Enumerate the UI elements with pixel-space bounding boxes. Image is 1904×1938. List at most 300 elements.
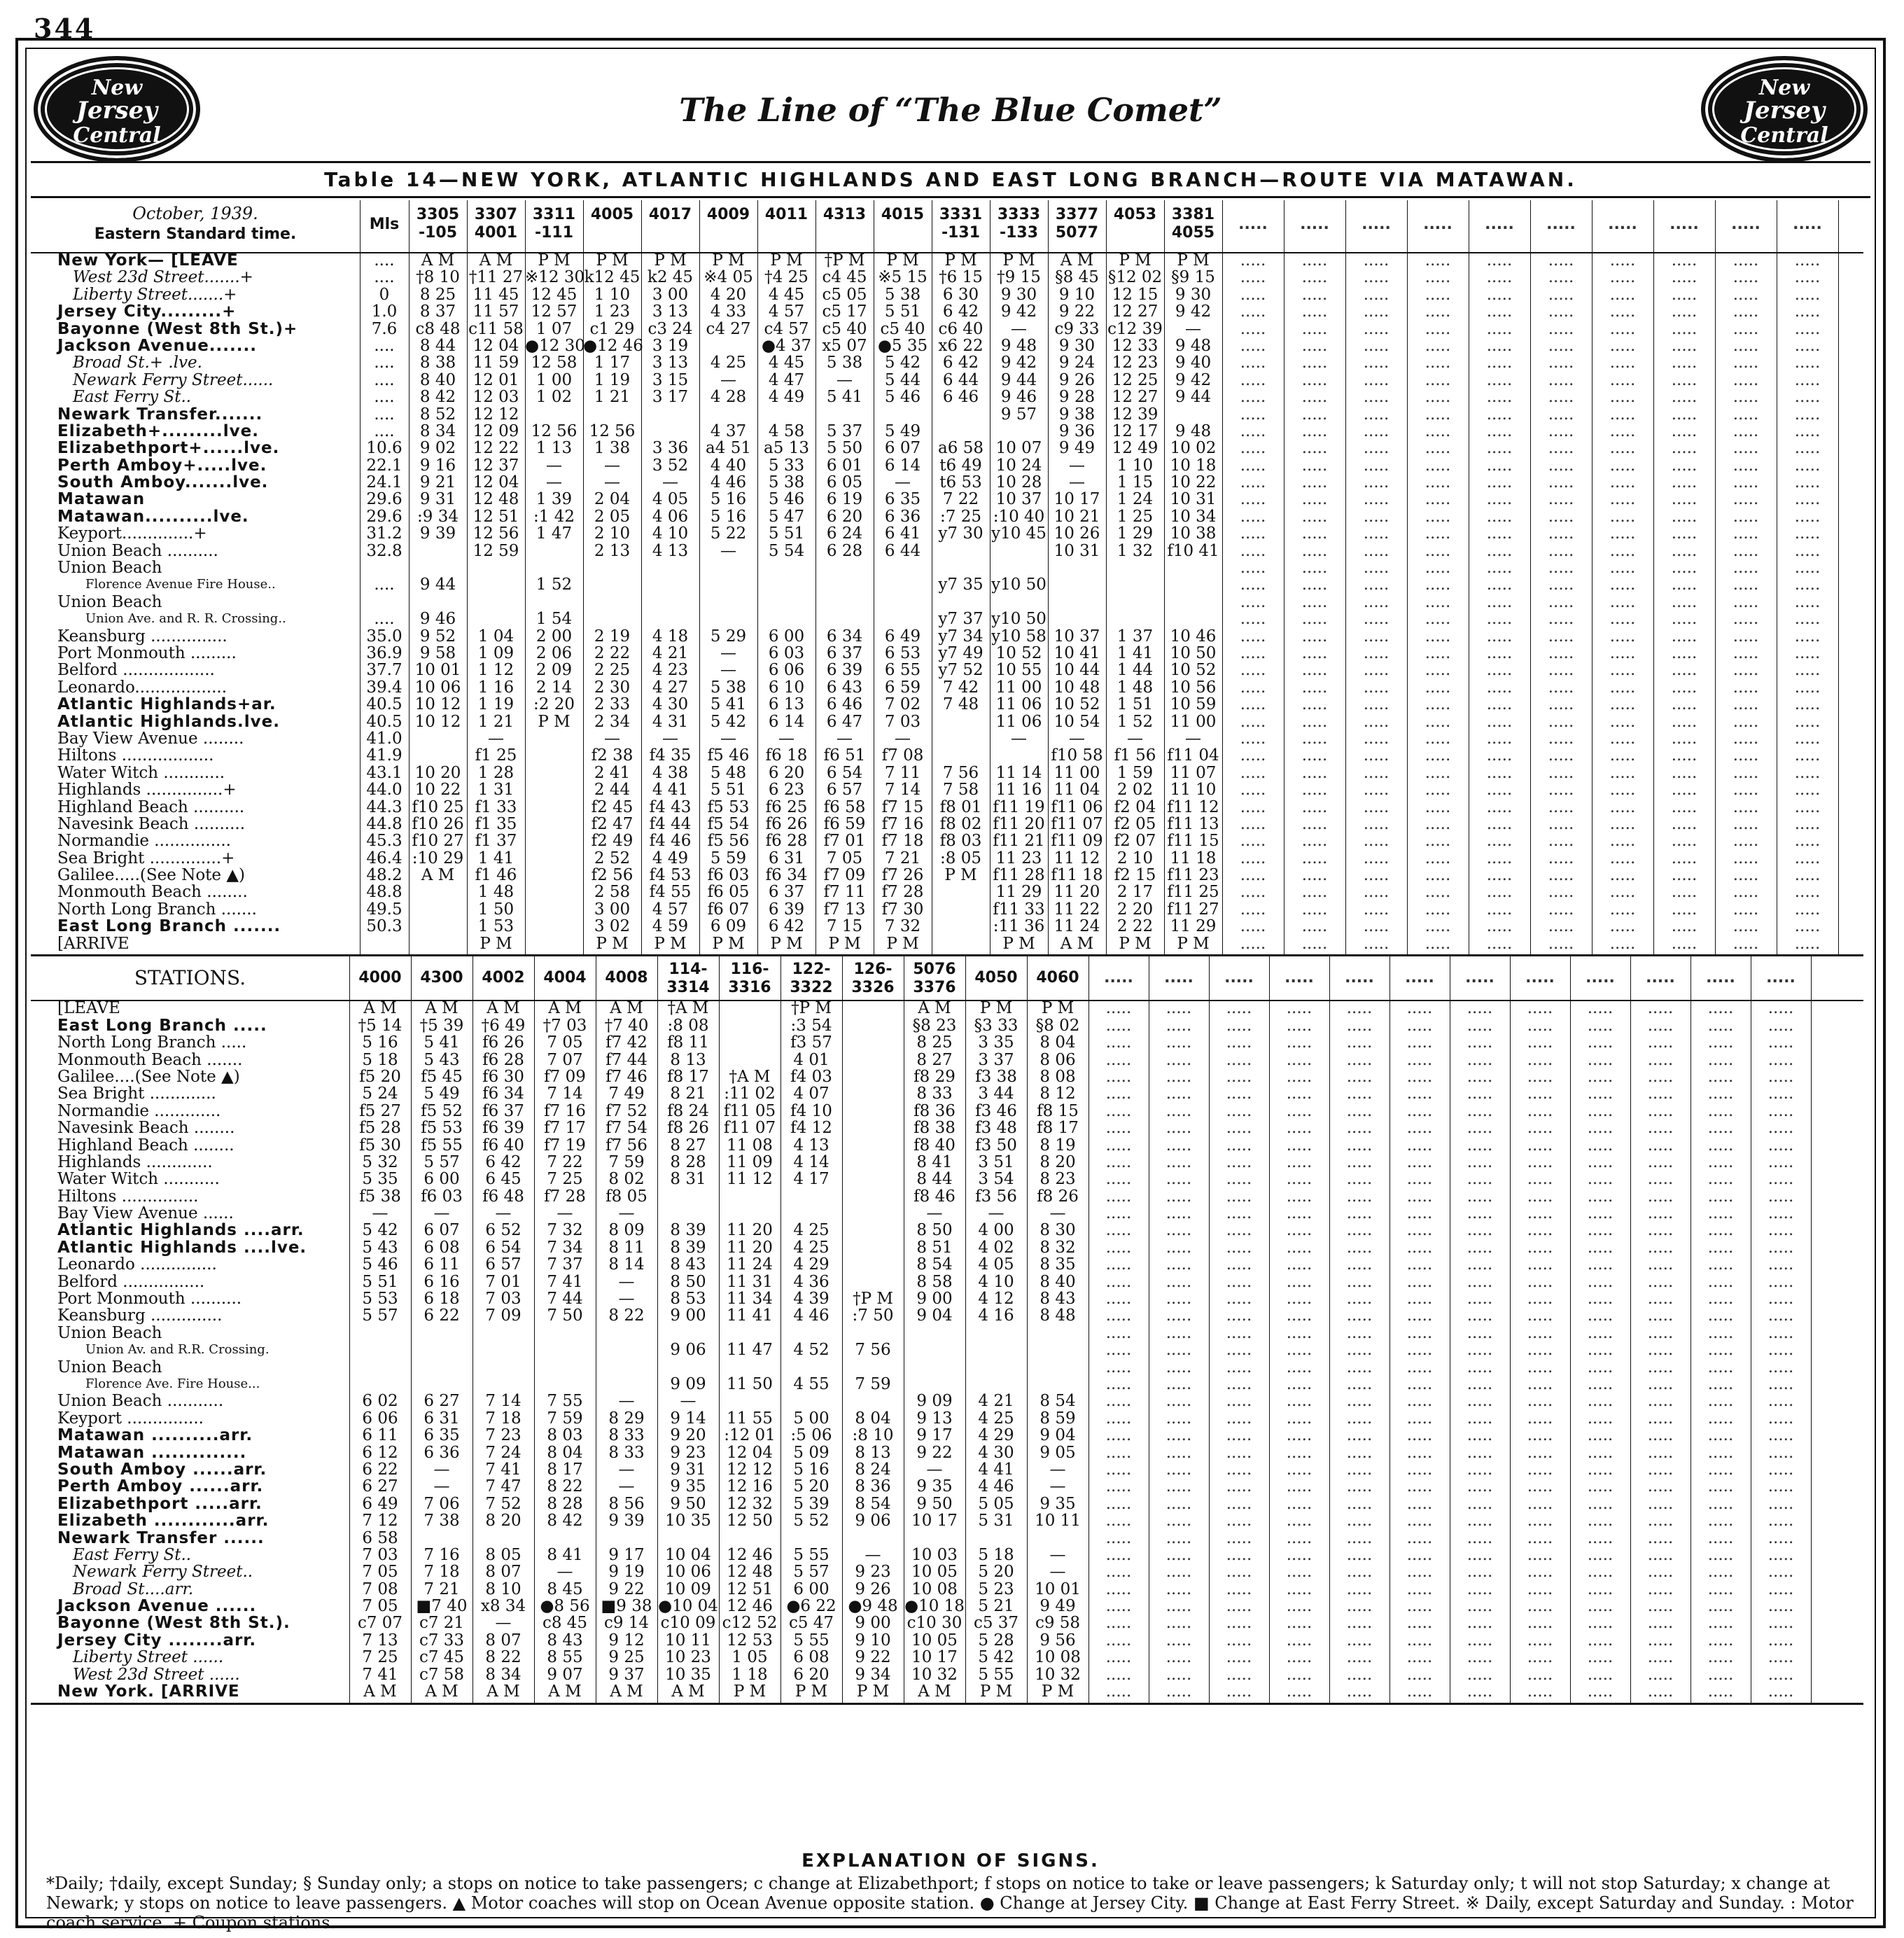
time-cell: 10 01 xyxy=(1035,1580,1081,1598)
time-cell: A M xyxy=(918,999,951,1018)
empty-cell: ..... xyxy=(1486,268,1513,287)
time-cell: 8 25 xyxy=(419,285,456,304)
time-cell: 12 51 xyxy=(727,1580,773,1598)
time-cell: 9 16 xyxy=(419,456,456,475)
time-cell: †5 39 xyxy=(419,1016,464,1035)
empty-cell: ..... xyxy=(1527,1238,1553,1257)
time-cell: 4 41 xyxy=(978,1460,1014,1479)
time-cell: 7 16 xyxy=(424,1545,460,1564)
time-cell: 5 50 xyxy=(826,439,863,458)
station-name: Elizabethport+......lve. xyxy=(57,439,280,458)
empty-cell: ..... xyxy=(1105,1136,1132,1155)
time-cell: 3 17 xyxy=(652,388,689,407)
empty-cell: ..... xyxy=(1466,1306,1493,1325)
train-number-header: 3307 4001 xyxy=(474,206,518,242)
station-name: Florence Avenue Fire House.. xyxy=(85,577,276,592)
empty-cell: ..... xyxy=(1794,268,1821,287)
time-cell: ●8 56 xyxy=(540,1597,590,1616)
time-cell: 7 14 xyxy=(547,1085,583,1103)
empty-cell: ..... xyxy=(1707,1085,1734,1103)
time-cell: f2 47 xyxy=(591,814,634,833)
empty-cell: ..... xyxy=(1647,1341,1674,1360)
time-cell: 4 25 xyxy=(793,1221,830,1240)
station-name: Navesink Beach .......... xyxy=(57,814,246,833)
empty-cell: ..... xyxy=(1424,507,1451,526)
empty-cell: ..... xyxy=(1486,251,1513,270)
empty-cell: ..... xyxy=(1166,1563,1192,1582)
station-name: Port Monmouth .......... xyxy=(57,1290,242,1309)
station-name: East Long Branch ..... xyxy=(57,1016,267,1035)
empty-cell: ..... xyxy=(1587,1119,1614,1138)
empty-cell: ..... xyxy=(1105,1290,1132,1309)
stations-header: STATIONS. xyxy=(134,966,246,990)
empty-cell: ..... xyxy=(1226,1323,1252,1342)
empty-cell: ..... xyxy=(1363,712,1390,731)
time-cell: 1 15 xyxy=(1116,473,1154,492)
station-name: New York— [LEAVE xyxy=(57,251,239,270)
empty-cell: ..... xyxy=(1486,507,1513,526)
empty-column-header: ..... xyxy=(1485,216,1514,233)
time-cell: f3 38 xyxy=(975,1067,1017,1086)
empty-cell: ..... xyxy=(1732,405,1759,424)
empty-cell: ..... xyxy=(1707,1665,1734,1684)
column-rule xyxy=(965,956,966,1704)
empty-cell: ..... xyxy=(1406,1426,1433,1445)
empty-cell: ..... xyxy=(1647,1033,1674,1052)
time-cell: 11 22 xyxy=(1054,900,1100,919)
empty-cell: ..... xyxy=(1768,1016,1794,1035)
time-cell: — xyxy=(1049,1563,1066,1582)
empty-cell: ..... xyxy=(1527,1614,1553,1633)
station-name: North Long Branch ..... xyxy=(57,1033,247,1052)
time-cell: 7 18 xyxy=(424,1563,460,1582)
empty-cell: ..... xyxy=(1301,883,1328,902)
empty-cell: ..... xyxy=(1768,1682,1794,1701)
time-cell: f8 29 xyxy=(913,1067,955,1086)
schedule-row xyxy=(31,1171,1863,1187)
time-cell: 6 12 xyxy=(362,1443,398,1462)
time-cell: 4 18 xyxy=(652,627,689,646)
empty-cell: ..... xyxy=(1286,1580,1312,1598)
empty-cell: ..... xyxy=(1671,319,1698,338)
empty-cell: ..... xyxy=(1466,1341,1493,1360)
station-name: Sea Bright ............. xyxy=(57,1085,216,1103)
time-cell: 10 32 xyxy=(1035,1665,1081,1684)
empty-cell: ..... xyxy=(1424,490,1451,509)
time-cell: P M xyxy=(654,934,687,953)
empty-cell: ..... xyxy=(1548,541,1574,560)
empty-cell: ..... xyxy=(1166,1528,1192,1547)
empty-cell: ..... xyxy=(1363,456,1390,475)
empty-cell: ..... xyxy=(1609,746,1636,765)
empty-cell: ..... xyxy=(1794,541,1821,560)
time-cell: f3 57 xyxy=(790,1033,832,1052)
empty-cell: ..... xyxy=(1548,370,1574,389)
time-cell: f11 28 xyxy=(993,866,1045,885)
time-cell: 5 51 xyxy=(884,302,921,321)
empty-cell: ..... xyxy=(1548,336,1574,355)
time-cell: 4 30 xyxy=(652,695,689,714)
empty-cell: ..... xyxy=(1707,1204,1734,1223)
empty-cell: ..... xyxy=(1363,507,1390,526)
empty-cell: ..... xyxy=(1466,1597,1493,1616)
empty-cell: ..... xyxy=(1363,439,1390,458)
empty-cell: ..... xyxy=(1732,661,1759,680)
empty-cell: ..... xyxy=(1707,1187,1734,1206)
page-number: 344 xyxy=(34,13,96,44)
time-cell: 8 45 xyxy=(547,1580,583,1598)
empty-cell: ..... xyxy=(1486,661,1513,680)
time-cell: †6 49 xyxy=(481,1016,526,1035)
empty-cell: ..... xyxy=(1609,678,1636,697)
empty-cell: ..... xyxy=(1424,319,1451,338)
empty-cell: ..... xyxy=(1424,729,1451,748)
empty-cell: ..... xyxy=(1647,999,1674,1018)
empty-cell: ..... xyxy=(1406,1272,1433,1291)
time-cell: ※4 05 xyxy=(704,268,753,287)
empty-cell: ..... xyxy=(1587,1392,1614,1411)
empty-cell: ..... xyxy=(1301,319,1328,338)
time-cell: — xyxy=(926,1460,943,1479)
empty-cell: ..... xyxy=(1794,695,1821,714)
time-cell: 5 32 xyxy=(362,1152,398,1171)
column-rule xyxy=(780,956,781,1704)
schedule-row xyxy=(31,901,1863,918)
empty-cell: ..... xyxy=(1671,729,1698,748)
empty-cell: ..... xyxy=(1166,1341,1192,1360)
empty-cell: ..... xyxy=(1486,627,1513,646)
empty-cell: ..... xyxy=(1587,1545,1614,1564)
empty-cell: ..... xyxy=(1671,678,1698,697)
time-cell: 6 39 xyxy=(768,900,805,919)
time-cell: 9 31 xyxy=(670,1460,706,1479)
empty-cell: ..... xyxy=(1732,934,1759,953)
time-cell: 4 27 xyxy=(652,678,689,697)
time-cell: 5 24 xyxy=(362,1085,398,1103)
column-rule xyxy=(534,956,535,1704)
schedule-row xyxy=(31,1666,1863,1683)
schedule-row xyxy=(31,252,1863,269)
time-cell: 7 15 xyxy=(826,917,863,936)
column-rule xyxy=(1530,200,1531,956)
time-cell: 7 47 xyxy=(485,1477,522,1496)
time-cell: f8 01 xyxy=(939,797,982,816)
time-cell: 6 30 xyxy=(942,285,979,304)
time-cell: — xyxy=(604,456,620,475)
time-cell: A M xyxy=(486,999,520,1018)
empty-cell: ..... xyxy=(1406,1460,1433,1479)
empty-cell: ..... xyxy=(1609,319,1636,338)
column-rule xyxy=(1630,956,1631,1704)
time-cell: P M xyxy=(479,934,512,953)
empty-cell: ..... xyxy=(1226,1545,1252,1564)
time-cell: 5 43 xyxy=(362,1238,398,1257)
time-cell: ※12 30 xyxy=(525,268,585,287)
timezone-label: Eastern Standard time. xyxy=(94,225,297,243)
train-number-header: 114- 3314 xyxy=(666,961,710,997)
empty-cell: ..... xyxy=(1768,1597,1794,1616)
empty-cell: ..... xyxy=(1286,1443,1312,1462)
empty-cell: ..... xyxy=(1671,814,1698,833)
schedule-row xyxy=(31,1478,1863,1495)
empty-cell: ..... xyxy=(1732,336,1759,355)
time-cell: c7 21 xyxy=(419,1614,465,1633)
empty-cell: ..... xyxy=(1768,1170,1794,1189)
time-cell: P M xyxy=(1119,251,1152,270)
empty-cell: ..... xyxy=(1707,1101,1734,1120)
train-number-header: 122- 3322 xyxy=(790,961,833,997)
page-title: The Line of “The Blue Comet” xyxy=(679,91,1222,129)
time-cell: 6 43 xyxy=(826,678,863,697)
empty-cell: ..... xyxy=(1794,610,1821,629)
time-cell: 8 05 xyxy=(485,1545,522,1564)
empty-cell: ..... xyxy=(1707,1409,1734,1428)
empty-cell: ..... xyxy=(1671,251,1698,270)
time-cell: 2 30 xyxy=(594,678,631,697)
empty-cell: ..... xyxy=(1671,285,1698,304)
empty-cell: ..... xyxy=(1486,456,1513,475)
time-cell: f5 38 xyxy=(359,1187,401,1206)
empty-cell: ..... xyxy=(1732,524,1759,543)
time-cell: 5 42 xyxy=(884,354,921,372)
time-cell: 9 19 xyxy=(608,1563,645,1582)
empty-cell: ..... xyxy=(1527,1631,1553,1650)
time-cell: f4 46 xyxy=(649,832,692,851)
empty-cell: ..... xyxy=(1548,934,1574,953)
time-cell: 4 25 xyxy=(710,354,747,372)
empty-cell: ..... xyxy=(1647,1426,1674,1445)
time-cell: 6 31 xyxy=(768,849,805,867)
time-cell: 6 57 xyxy=(485,1255,522,1274)
time-cell: c4 45 xyxy=(822,268,867,287)
empty-cell: ..... xyxy=(1548,695,1574,714)
time-cell: 11 45 xyxy=(472,285,519,304)
empty-cell: ..... xyxy=(1671,268,1698,287)
empty-cell: ..... xyxy=(1794,524,1821,543)
time-cell: f11 15 xyxy=(1167,832,1219,851)
empty-cell: ..... xyxy=(1424,610,1451,629)
time-cell: 9 39 xyxy=(419,524,456,543)
time-cell: 7 34 xyxy=(547,1238,583,1257)
schedule-row xyxy=(31,1325,1863,1341)
schedule-row xyxy=(31,867,1863,884)
time-cell: 9 46 xyxy=(1000,388,1037,407)
time-cell: 3 13 xyxy=(652,302,689,321)
schedule-row xyxy=(31,1341,1863,1358)
time-cell: 5 18 xyxy=(978,1545,1014,1564)
time-cell: 5 38 xyxy=(710,678,747,697)
time-cell: f1 37 xyxy=(475,832,517,851)
empty-cell: ..... xyxy=(1226,1477,1252,1496)
empty-cell: ..... xyxy=(1286,1187,1312,1206)
station-name: Keansburg ............... xyxy=(57,627,227,646)
time-cell: 10 08 xyxy=(911,1580,958,1598)
time-cell: 4 17 xyxy=(793,1170,830,1189)
column-rule xyxy=(1838,200,1839,956)
time-cell: f7 15 xyxy=(881,797,924,816)
empty-cell: ..... xyxy=(1707,1221,1734,1240)
empty-cell: ..... xyxy=(1647,1580,1674,1598)
empty-cell: ..... xyxy=(1240,643,1266,662)
time-cell: f7 42 xyxy=(606,1033,648,1052)
empty-cell: ..... xyxy=(1671,781,1698,800)
empty-cell: ..... xyxy=(1301,541,1328,560)
time-cell: — xyxy=(372,1204,388,1223)
time-cell: 7 50 xyxy=(547,1306,583,1325)
time-cell: 1 44 xyxy=(1116,661,1154,680)
empty-cell: ..... xyxy=(1226,1563,1252,1582)
schedule-row xyxy=(31,508,1863,525)
time-cell: 9 22 xyxy=(608,1580,645,1598)
schedule-row xyxy=(31,1427,1863,1444)
time-cell: 8 11 xyxy=(608,1238,645,1257)
time-cell: P M xyxy=(1177,934,1210,953)
time-cell: 9 00 xyxy=(916,1290,953,1309)
empty-cell: ..... xyxy=(1286,1204,1312,1223)
station-name: [LEAVE xyxy=(57,999,120,1018)
empty-cell: ..... xyxy=(1707,1460,1734,1479)
empty-cell: ..... xyxy=(1406,1477,1433,1496)
time-cell: 5 35 xyxy=(362,1170,398,1189)
empty-cell: ..... xyxy=(1486,388,1513,407)
time-cell: 10 52 xyxy=(995,643,1042,662)
empty-cell: ..... xyxy=(1406,1067,1433,1086)
time-cell: A M xyxy=(421,866,455,885)
time-cell: 7 05 xyxy=(826,849,863,867)
time-cell: 2 22 xyxy=(594,643,631,662)
time-cell: P M xyxy=(1177,251,1210,270)
time-cell: 12 48 xyxy=(727,1563,773,1582)
time-cell: 12 32 xyxy=(727,1494,773,1513)
schedule-row xyxy=(31,1461,1863,1478)
empty-cell: ..... xyxy=(1647,1443,1674,1462)
empty-cell: ..... xyxy=(1486,421,1513,440)
empty-cell: ..... xyxy=(1609,559,1636,578)
empty-cell: ..... xyxy=(1226,1426,1252,1445)
empty-cell: ..... xyxy=(1609,302,1636,321)
time-cell: f7 17 xyxy=(544,1119,586,1138)
empty-cell: ..... xyxy=(1363,592,1390,611)
schedule-row xyxy=(31,269,1863,286)
time-cell: 10 38 xyxy=(1170,524,1217,543)
time-cell: 11 09 xyxy=(727,1152,773,1171)
empty-cell: ..... xyxy=(1671,592,1698,611)
time-cell: 5 44 xyxy=(884,370,921,389)
station-name: Atlantic Highlands+ar. xyxy=(57,695,276,714)
empty-cell: ..... xyxy=(1647,1272,1674,1291)
time-cell: 5 29 xyxy=(710,627,747,646)
time-cell: 5 46 xyxy=(884,388,921,407)
schedule-row xyxy=(31,1017,1863,1034)
empty-column-header: ..... xyxy=(1525,969,1555,987)
time-cell: 2 05 xyxy=(594,507,631,526)
empty-cell: ..... xyxy=(1466,1614,1493,1633)
column-rule xyxy=(1653,200,1654,956)
time-cell: 5 55 xyxy=(793,1545,830,1564)
empty-cell: ..... xyxy=(1424,900,1451,919)
time-cell: 7 14 xyxy=(884,781,921,800)
empty-column-header: ..... xyxy=(1465,969,1494,987)
empty-cell: ..... xyxy=(1609,610,1636,629)
empty-cell: ..... xyxy=(1240,695,1266,714)
time-cell: f5 20 xyxy=(359,1067,401,1086)
empty-cell: ..... xyxy=(1732,643,1759,662)
empty-cell: ..... xyxy=(1609,592,1636,611)
empty-cell: ..... xyxy=(1226,999,1252,1018)
column-rule xyxy=(842,956,843,1704)
time-cell: 4 25 xyxy=(793,1238,830,1257)
time-cell: 8 48 xyxy=(1040,1306,1076,1325)
column-rule xyxy=(472,956,473,1704)
time-cell: 1 00 xyxy=(536,370,573,389)
empty-cell: ..... xyxy=(1768,1085,1794,1103)
time-cell: 8 51 xyxy=(916,1238,953,1257)
empty-cell: ..... xyxy=(1794,251,1821,270)
empty-cell: ..... xyxy=(1286,999,1312,1018)
time-cell: — xyxy=(662,729,678,748)
empty-cell: ..... xyxy=(1732,712,1759,731)
empty-cell: ..... xyxy=(1768,1374,1794,1393)
time-cell: 1 48 xyxy=(477,883,514,902)
time-cell: 3 19 xyxy=(652,336,689,355)
empty-cell: ..... xyxy=(1346,1443,1373,1462)
time-cell: 5 42 xyxy=(710,712,747,731)
station-name: East Long Branch ....... xyxy=(57,917,281,936)
schedule-row xyxy=(31,1563,1863,1580)
time-cell: 4 10 xyxy=(978,1272,1014,1291)
empty-cell: ..... xyxy=(1527,1016,1553,1035)
empty-cell: ..... xyxy=(1406,1238,1433,1257)
time-cell: 9 30 xyxy=(1058,336,1096,355)
mileage: 24.1 xyxy=(366,473,402,492)
empty-cell: ..... xyxy=(1707,1443,1734,1462)
time-cell: f10 27 xyxy=(412,832,464,851)
time-cell: 4 23 xyxy=(652,661,689,680)
station-name: East Ferry St.. xyxy=(73,1545,192,1564)
empty-cell: ..... xyxy=(1286,1033,1312,1052)
time-cell: 6 54 xyxy=(485,1238,522,1257)
empty-cell: ..... xyxy=(1671,576,1698,594)
column-rule xyxy=(1164,200,1165,956)
empty-cell: ..... xyxy=(1548,643,1574,662)
time-cell: f8 03 xyxy=(939,832,982,851)
time-cell: 1 07 xyxy=(536,319,573,338)
empty-cell: ..... xyxy=(1301,797,1328,816)
time-cell: 9 42 xyxy=(1000,302,1037,321)
time-cell: 9 36 xyxy=(1058,421,1096,440)
station-name: Highlands ...............+ xyxy=(57,781,237,800)
empty-cell: ..... xyxy=(1424,370,1451,389)
time-cell: 11 34 xyxy=(727,1290,773,1309)
time-cell: c11 58 xyxy=(468,319,524,338)
empty-cell: ..... xyxy=(1647,1648,1674,1667)
empty-cell: ..... xyxy=(1609,370,1636,389)
empty-cell: ..... xyxy=(1105,1426,1132,1445)
empty-cell: ..... xyxy=(1548,661,1574,680)
empty-cell: ..... xyxy=(1587,1563,1614,1582)
empty-cell: ..... xyxy=(1587,1085,1614,1103)
time-cell: 6 07 xyxy=(884,439,921,458)
time-cell: 1 39 xyxy=(536,490,573,509)
time-cell: P M xyxy=(596,934,629,953)
empty-cell: ..... xyxy=(1363,917,1390,936)
time-cell: 2 41 xyxy=(594,763,631,782)
time-cell: 8 34 xyxy=(485,1665,522,1684)
time-cell: 10 44 xyxy=(1054,661,1100,680)
empty-cell: ..... xyxy=(1286,1085,1312,1103)
empty-cell: ..... xyxy=(1609,763,1636,782)
empty-cell: ..... xyxy=(1609,934,1636,953)
